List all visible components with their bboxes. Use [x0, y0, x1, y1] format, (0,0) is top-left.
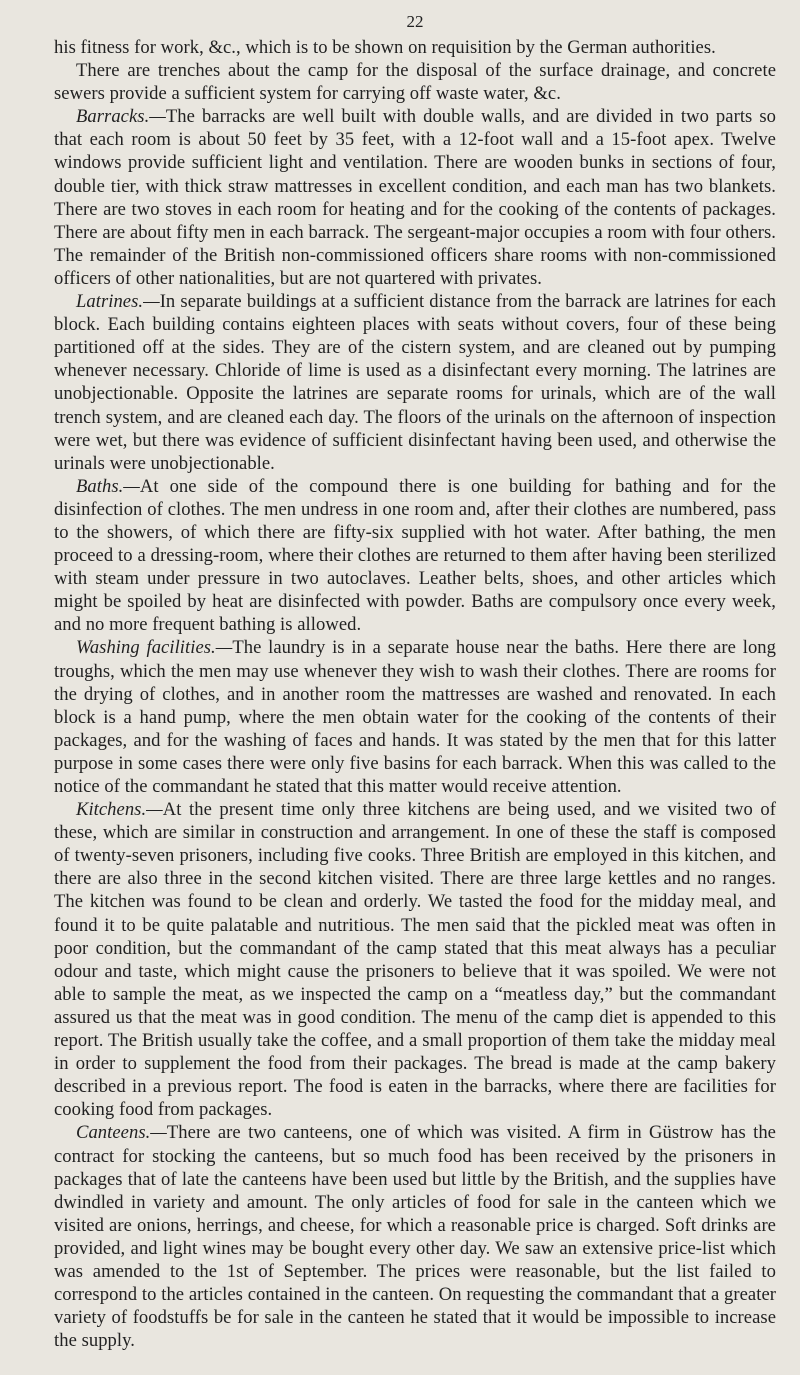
paragraph: [54, 290, 776, 475]
paragraph-text: his fitness for work, &c., which is to be shown on requisition by the German authorities.: [54, 37, 716, 58]
paragraph-heading: Washing facilities.—: [76, 637, 233, 659]
paragraph-text: There are trenches about the camp for the disposal of the surface drainage, and concrete sewers provide a sufficient system for carrying off waste water, &c.: [54, 60, 776, 105]
paragraph-text: At one side of the compound there is one building for bathing and for the disinfection of clothes. The men undress in one room and, after their clothes are numbered, pass to the showers, of which there are fifty-six supplied with hot water. After bathing, the men proceed to a dressing-room, where their clothes are returned to them after having been sterilized with steam under pressure in two autoclaves. Leather belts, shoes, and other articles which might be spoiled by heat are disinfected with powder. Baths are compulsory once every week, and no more frequent bathing is allowed.: [54, 475, 776, 636]
paragraph: [54, 798, 776, 1121]
paragraph-text: In separate buildings at a sufficient distance from the barrack are latrines for each block. Each building contains eighteen places with seats without covers, four of these being partitioned off at the sides. They are of the cistern system, and are cleaned out by pumping whenever necessary. Chloride of lime is used as a disinfectant every morning. The latrines are unobjectionable. Opposite the latrines are separate rooms for urinals, which are of the wall trench system, and are cleaned each day. The floors of the urinals on the afternoon of inspection were wet, but there was evidence of sufficient disinfectant having been used, and otherwise the urinals were unobjectionable.: [54, 291, 776, 474]
page-number: 22: [406, 12, 424, 31]
paragraph: [54, 1121, 776, 1352]
paragraph: [54, 475, 776, 637]
paragraph: [54, 105, 776, 290]
paragraph-text: At the present time only three kitchens are being used, and we visited two of these, which are similar in construction and arrangement. In one of these the staff is composed of twenty-seven prisoners, including five cooks. Three British are employed in this kitchen, and there are also three in the second kitchen visited. There are three large kettles and no ranges. The kitchen was found to be clean and orderly. We tasted the food for the midday meal, and found it to be quite palatable and nutritious. The men said that the pickled meat was often in poor condition, but the commandant of the camp stated that this meat always has a peculiar odour and taste, which might cause the prisoners to believe that it was spoiled. We were not able to sample the meat, as we inspected the camp on a “meatless day,” but the commandant assured us that the meat was in good condition. The menu of the camp diet is appended to this report. The British usually take the coffee, and a small proportion of them take the midday meal in order to supplement the food from their packages. The bread is made at the camp bakery described in a previous report. The food is eaten in the barracks, where there are facilities for cooking food from packages.: [54, 799, 776, 1121]
body-text: [54, 36, 776, 1352]
paragraph-text: The barracks are well built with double walls, and are divided in two parts so that each room is about 50 feet by 35 feet, with a 12-foot wall and a 15-foot apex. Twelve windows provide sufficient light and ventilation. There are wooden bunks in sections of four, double tier, with thick straw mattresses in excellent condition, and each man has two blankets. There are two stoves in each room for heating and for the cooking of the contents of packages. There are about fifty men in each barrack. The sergeant-major occupies a room with four others. The remainder of the British non-commissioned officers share rooms with non-commissioned officers of other nationalities, but are not quartered with privates.: [54, 106, 776, 289]
paragraph-text: The laundry is in a separate house near the baths. Here there are long troughs, which the men may use whenever they wish to wash their clothes. There are rooms for the drying of clothes, and in another room the mattresses are washed and renovated. In each block is a hand pump, where the men obtain water for the cooking of the contents of their packages, and for the washing of faces and hands. It was stated by the men that for this latter purpose in some cases there were only five basins for each barrack. When this was called to the notice of the commandant he stated that this matter would receive attention.: [54, 637, 776, 797]
paragraph-heading: Latrines.—: [76, 291, 160, 313]
paragraph: [54, 636, 776, 798]
paragraph-heading: Baths.—: [76, 475, 140, 497]
paragraph-heading: Kitchens.—: [76, 799, 163, 821]
paragraph: [54, 36, 776, 59]
paragraph-text: There are two canteens, one of which was visited. A firm in Güstrow has the contract for stocking the canteens, but so much food has been received by the prisoners in packages that of late the canteens have been used but little by the British, and the supplies have dwindled in variety and amount. The only articles of food for sale in the canteen which we visited are onions, herrings, and cheese, for which a reasonable price is charged. Soft drinks are provided, and light wines may be bought every other day. We saw an extensive price-list which was amended to the 1st of September. The prices were reasonable, but the list failed to correspond to the articles contained in the canteen. On requesting the commandant that a greater variety of foodstuffs be for sale in the canteen he stated that it would be impossible to increase the supply.: [54, 1122, 776, 1352]
paragraph-heading: Canteens.—: [76, 1122, 167, 1144]
paragraph: [54, 59, 776, 105]
paragraph-heading: Barracks.—: [76, 106, 166, 128]
